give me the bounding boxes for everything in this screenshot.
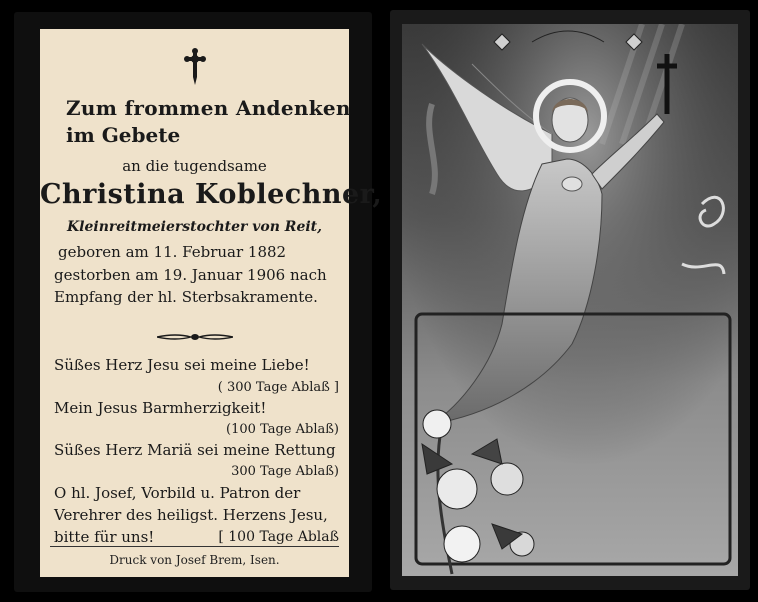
birth-date: geboren am 11. Februar 1882 (58, 243, 287, 261)
ablass-josef: [ 100 Tage Ablaß (218, 529, 339, 545)
title-line-1: Zum frommen Andenken (66, 96, 351, 120)
prayer-josef-1: O hl. Josef, Vorbild u. Patron der (54, 484, 301, 502)
ornament-divider-icon (40, 327, 349, 346)
cross-icon (40, 47, 349, 91)
footer-divider (50, 546, 339, 547)
printer-credit: Druck von Josef Brem, Isen. (109, 553, 280, 567)
sacraments-text: Empfang der hl. Sterbsakramente. (54, 288, 318, 306)
ablass-3: 300 Tage Ablaß) (231, 464, 339, 479)
death-date: gestorben am 19. Januar 1906 nach (54, 266, 327, 284)
memorial-card-back (390, 10, 750, 590)
prayer-1: Süßes Herz Jesu sei meine Liebe! (54, 356, 310, 374)
prayer-josef-3: bitte für uns! (54, 528, 155, 546)
memorial-card-front (14, 12, 383, 592)
prayer-2: Mein Jesus Barmherzigkeit! (54, 399, 267, 417)
angel-scene-image (402, 24, 738, 576)
angel-illustration (402, 24, 738, 576)
origin-text: Kleinreitmeierstochter von Reit, (66, 219, 323, 235)
prayer-3: Süßes Herz Mariä sei meine Rettung (54, 441, 336, 459)
ablass-2: (100 Tage Ablaß) (226, 422, 339, 437)
title-line-2: im Gebete (66, 123, 181, 147)
intro-text: an die tugendsame (122, 157, 267, 175)
ablass-1: ( 300 Tage Ablaß ] (217, 380, 339, 395)
card-paper (40, 29, 383, 577)
prayer-josef-2: Verehrer des heiligst. Herzens Jesu, (54, 506, 328, 524)
deceased-name: Christina Koblechner, (40, 179, 383, 210)
